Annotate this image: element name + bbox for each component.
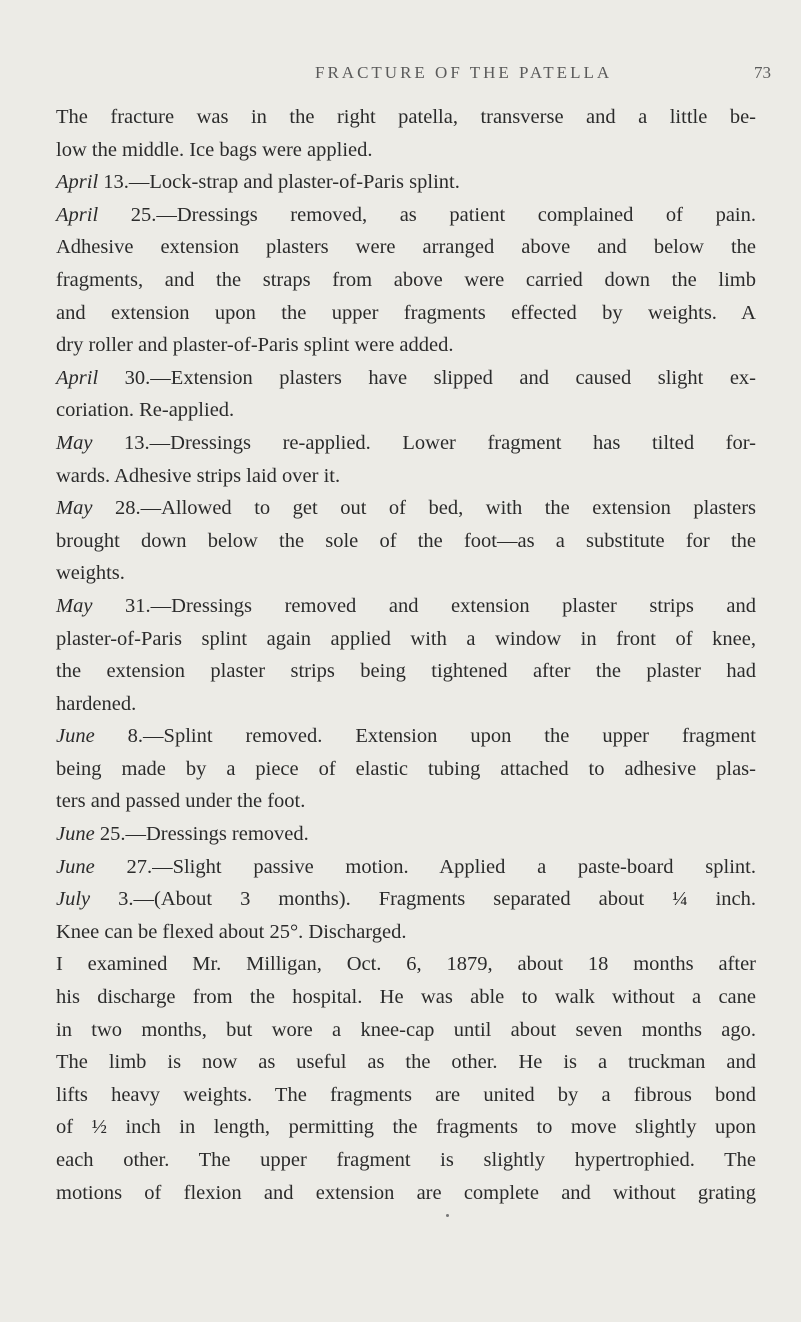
text-line [56, 753, 756, 786]
text-line [56, 1014, 756, 1047]
ink-dot [446, 1214, 449, 1217]
entry-date: April [56, 171, 99, 194]
line-text: 3.—(About 3 months). Fragments separated about ¼ inch. [90, 888, 756, 911]
text-line [56, 166, 756, 199]
entry-date: July [56, 888, 91, 911]
text-line [56, 655, 756, 688]
text-line [56, 883, 756, 916]
text-line [56, 981, 756, 1014]
line-text: motions of flexion and extension are complete and without grating [56, 1181, 756, 1204]
text-line [56, 818, 756, 851]
line-text: ters and passed under the foot. [56, 790, 306, 813]
page-header [0, 63, 801, 87]
text-line [56, 1177, 756, 1210]
line-text: 13.—Dressings re-applied. Lower fragment has tilted for- [92, 431, 756, 454]
text-line [56, 1079, 756, 1112]
entry-date: June [56, 855, 95, 878]
text-line [56, 492, 756, 525]
body-text [56, 101, 756, 1209]
text-line [56, 427, 756, 460]
text-line [56, 329, 756, 362]
text-line [56, 851, 756, 884]
text-line [56, 362, 756, 395]
line-text: the extension plaster strips being tightened after the plaster had [56, 660, 756, 683]
line-text: low the middle. Ice bags were applied. [56, 138, 373, 161]
line-text: each other. The upper fragment is slightly hypertrophied. The [56, 1149, 756, 1171]
line-text: his discharge from the hospital. He was able to walk without a cane [56, 986, 756, 1009]
line-text: 13.—Lock-strap and plaster-of-Paris splint. [98, 171, 460, 194]
line-text: 31.—Dressings removed and extension plaster strips and [92, 594, 756, 617]
line-text: 25.—Dressings removed, as patient complained of pain. [98, 203, 756, 226]
text-line [56, 199, 756, 232]
page-number: 73 [754, 63, 771, 82]
text-line [56, 785, 756, 818]
text-line [56, 623, 756, 656]
line-text: 30.—Extension plasters have slipped and caused slight ex- [98, 366, 756, 389]
line-text: 28.—Allowed to get out of bed, with the extension plasters [92, 497, 756, 520]
text-line [56, 1046, 756, 1079]
line-text: dry roller and plaster-of-Paris splint were added. [56, 334, 454, 357]
text-line [56, 394, 756, 427]
line-text: in two months, but wore a knee-cap until about seven months ago. [56, 1018, 756, 1041]
line-text: coriation. Re-applied. [56, 399, 235, 422]
text-line [56, 720, 756, 753]
text-line [56, 590, 756, 623]
text-line [56, 264, 756, 297]
line-text: of ½ inch in length, permitting the fragments to move slightly upon [56, 1116, 756, 1139]
line-text: plaster-of-Paris splint again applied with a window in front of knee, [56, 627, 756, 650]
line-text: 27.—Slight passive motion. Applied a paste-board splint. [94, 855, 756, 878]
text-line [56, 101, 756, 134]
entry-date: May [56, 431, 93, 454]
entry-date: May [56, 594, 93, 617]
text-line [56, 134, 756, 167]
text-line [56, 688, 756, 721]
line-text: Knee can be flexed about 25°. Discharged. [56, 920, 407, 943]
entry-date: June [56, 823, 95, 846]
line-text: hardened. [56, 692, 137, 715]
line-text: brought down below the sole of the foot—as a substitute for the [56, 529, 756, 552]
line-text: being made by a piece of elastic tubing attached to adhesive plas- [56, 757, 756, 780]
line-text: 8.—Splint removed. Extension upon the upper fragment [94, 725, 756, 748]
text-line [56, 1111, 756, 1144]
entry-date: April [56, 203, 99, 226]
text-line [56, 231, 756, 264]
line-text: 25.—Dressings removed. [94, 823, 309, 846]
entry-date: May [56, 497, 93, 520]
running-title: FRACTURE OF THE PATELLA [315, 63, 613, 82]
text-line [56, 525, 756, 558]
text-line [56, 460, 756, 493]
line-text: weights. [56, 562, 125, 585]
line-text: lifts heavy weights. The fragments are united by a fibrous bond [56, 1083, 756, 1106]
line-text: fragments, and the straps from above were carried down the limb [56, 268, 756, 291]
text-line [56, 948, 756, 981]
text-line [56, 1144, 756, 1177]
text-line [56, 916, 756, 949]
text-line [56, 557, 756, 590]
line-text: and extension upon the upper fragments effected by weights. A [56, 301, 756, 324]
line-text: I examined Mr. Milligan, Oct. 6, 1879, about 18 months after [56, 953, 756, 976]
line-text: The limb is now as useful as the other. He is a truckman and [56, 1051, 756, 1074]
line-text: wards. Adhesive strips laid over it. [56, 464, 341, 487]
entry-date: June [56, 725, 95, 748]
entry-date: April [56, 366, 99, 389]
line-text: The fracture was in the right patella, transverse and a little be- [56, 106, 756, 128]
text-line [56, 297, 756, 330]
line-text: Adhesive extension plasters were arranged above and below the [56, 236, 756, 259]
